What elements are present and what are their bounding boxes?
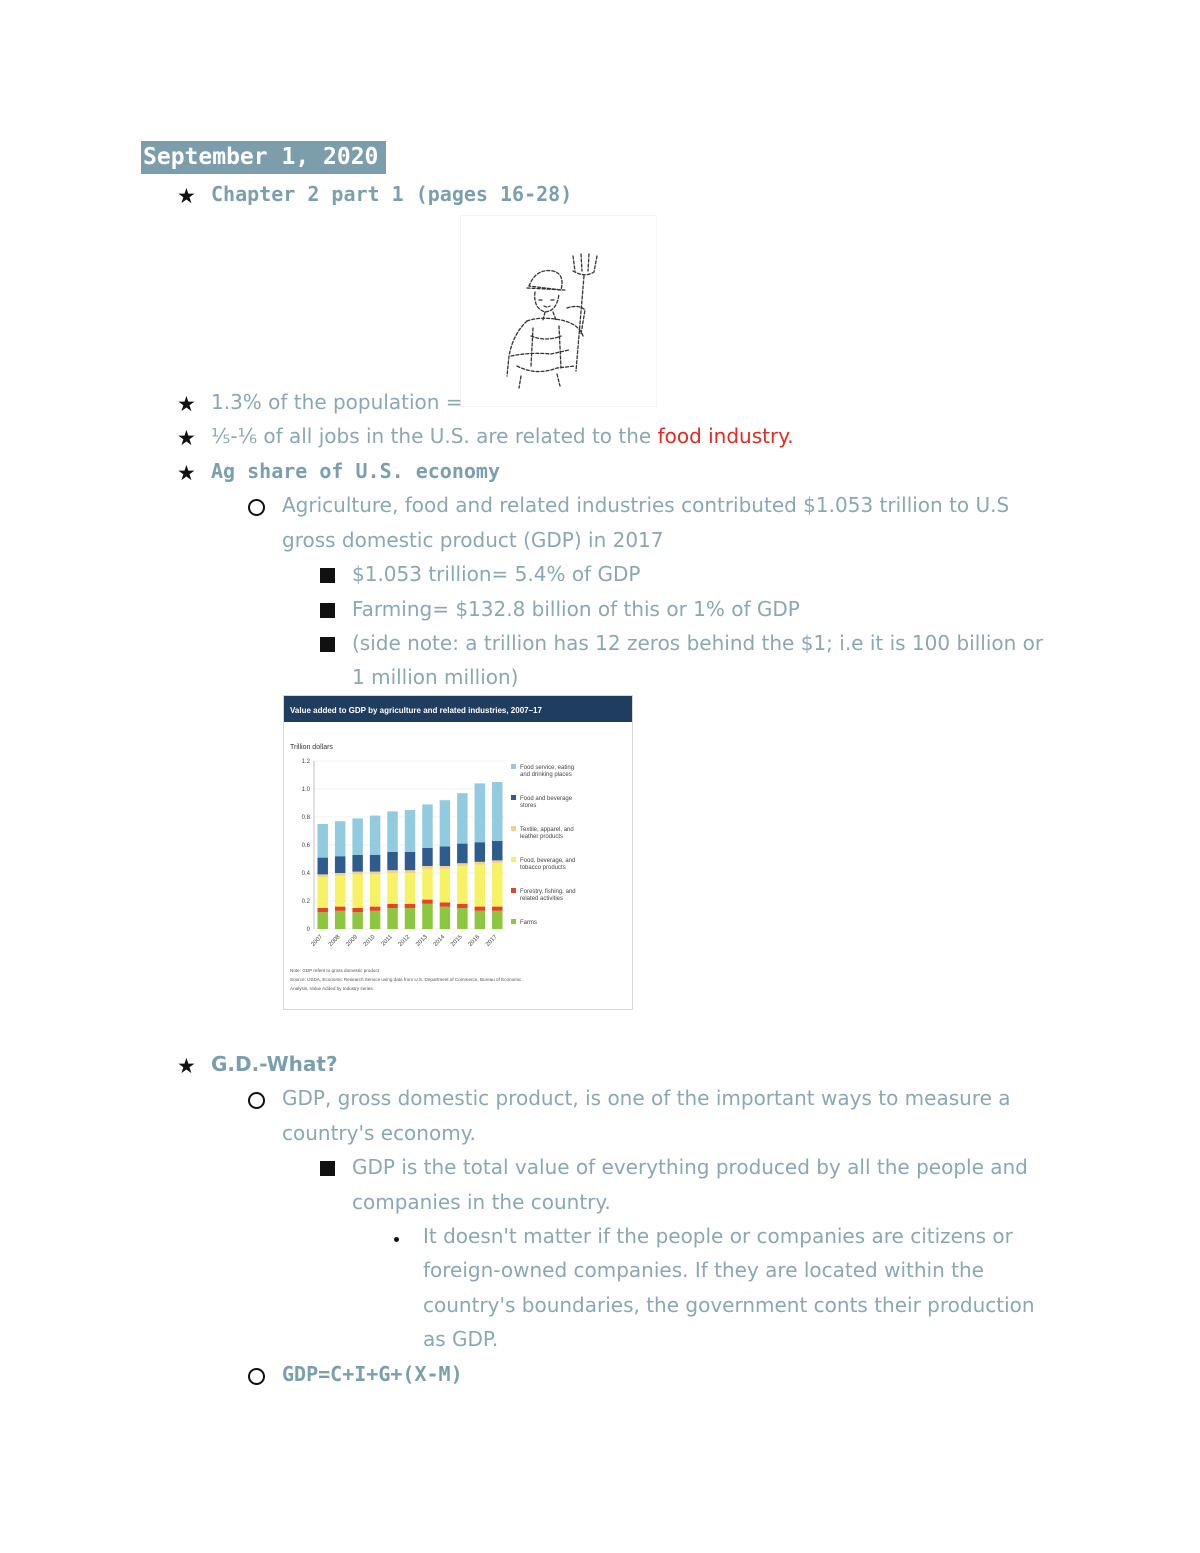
chart-bar-segment: [475, 907, 485, 911]
star-bullet-icon: ★: [177, 1054, 196, 1078]
chart-bar-segment: [405, 873, 415, 904]
chart-bar-segment: [457, 863, 467, 866]
chart-ytick-label: 0.8: [301, 815, 310, 821]
chart-bar-segment: [335, 821, 345, 856]
chart-bar-segment: [440, 800, 450, 846]
food-industry-highlight: food industry.: [657, 424, 794, 448]
chart-bar-segment: [370, 872, 380, 875]
chart-bar-segment: [317, 858, 327, 875]
chart-bar-segment: [352, 818, 362, 854]
chart-xtick-label: 2016: [467, 934, 482, 948]
chart-bar-segment: [422, 804, 432, 847]
chart-bar-segment: [317, 912, 327, 929]
chart-bar-segment: [387, 870, 397, 873]
chart-bar-segment: [405, 870, 415, 873]
ag-detail-line2: gross domestic product (GDP) in 2017: [282, 528, 664, 552]
chart-bar-segment: [370, 874, 380, 906]
jobs-text: ⅕-⅙ of all jobs in the U.S. are related to the: [211, 424, 658, 448]
chart-bar-segment: [475, 865, 485, 907]
chart-bar-segment: [475, 862, 485, 865]
chart-title: Value added to GDP by agriculture and related industries, 2007–17: [290, 706, 542, 715]
gdp-definition-line1: GDP, gross domestic product, is one of the important ways to measure a: [282, 1086, 1011, 1110]
farming-item: Farming= $132.8 billion of this or 1% of GDP: [352, 597, 800, 621]
chart-bar-segment: [475, 783, 485, 842]
chart-ytick-label: 0: [306, 927, 310, 933]
chart-bar-segment: [440, 846, 450, 866]
chart-bar-segment: [457, 904, 467, 908]
chart-bar-segment: [457, 844, 467, 864]
chart-bar-segment: [475, 842, 485, 862]
chart-bar-segment: [317, 908, 327, 912]
chart-bar-segment: [405, 852, 415, 870]
chart-legend-swatch: [511, 857, 516, 862]
gdp-definition-line2: country's economy.: [282, 1121, 477, 1145]
chart-xtick-label: 2015: [450, 934, 464, 948]
chart-xtick-label: 2010: [362, 934, 377, 948]
chart-ytick-label: 0.4: [301, 871, 310, 877]
gd-what-heading: G.D.-What?: [211, 1052, 338, 1076]
gdp-total-line1: GDP is the total value of everything produced by all the people and: [352, 1155, 1028, 1179]
gdp-chart-svg: [284, 696, 632, 1009]
chart-bar-segment: [352, 912, 362, 929]
chart-bar-segment: [387, 908, 397, 929]
chart-xtick-label: 2013: [415, 934, 429, 948]
citizenship-note-line4: as GDP.: [423, 1327, 499, 1351]
chart-bar-segment: [352, 872, 362, 875]
chart-legend-label: Food service, eating and drinking places: [520, 765, 575, 778]
chart-legend-swatch: [511, 826, 516, 831]
square-bullet-icon: [320, 568, 335, 583]
chart-bar-segment: [405, 908, 415, 929]
chart-legend-label: Food, beverage, and tobacco products: [520, 858, 576, 871]
side-note-line2: 1 million million): [352, 665, 519, 689]
gdp-bar-chart: [283, 695, 633, 1010]
jobs-item: [211, 419, 794, 454]
chart-bar-segment: [335, 907, 345, 911]
chart-bar-segment: [335, 873, 345, 876]
chart-bar-segment: [335, 876, 345, 907]
chart-ytick-label: 1.0: [301, 787, 310, 793]
chart-bar-segment: [492, 782, 502, 841]
chart-xtick-label: 2007: [310, 934, 325, 948]
chart-bar-segment: [317, 877, 327, 908]
citizenship-note-line1: It doesn't matter if the people or companies are citizens or: [423, 1224, 1013, 1248]
chart-bar-segment: [440, 866, 450, 869]
square-bullet-icon: [320, 637, 335, 652]
chart-bar-segment: [457, 793, 467, 843]
square-bullet-icon: [320, 1161, 335, 1176]
side-note-line1: (side note: a trillion has 12 zeros behind the $1; i.e it is 100 billion or: [352, 631, 1044, 655]
population-item: 1.3% of the population =: [211, 390, 463, 414]
gdp-formula: GDP=C+I+G+(X-M): [282, 1362, 463, 1386]
chart-ylabel: Trillion dollars: [290, 744, 333, 751]
citizenship-note-line3: country's boundaries, the government conts their production: [423, 1293, 1035, 1317]
hollow-circle-bullet-icon: [248, 1092, 265, 1109]
chart-bar-segment: [475, 911, 485, 929]
chart-bar-segment: [422, 904, 432, 929]
chart-bar-segment: [352, 874, 362, 908]
chart-note-line1: Note: GDP refers to gross domestic product: [290, 968, 380, 973]
star-bullet-icon: ★: [177, 461, 196, 485]
chart-ytick-label: 1.2: [301, 759, 310, 765]
star-bullet-icon: ★: [177, 426, 196, 450]
chart-note-line2: Source: USDA, Economic Research Service using data from U.S. Department of Commerce, Bureau of Economic: [290, 977, 522, 982]
hollow-circle-bullet-icon: [248, 499, 265, 516]
chart-bar-segment: [492, 841, 502, 861]
chart-ytick-label: 0.6: [301, 843, 310, 849]
chart-legend-swatch: [511, 795, 516, 800]
date-heading: September 1, 2020: [141, 141, 386, 174]
chart-legend-label: Farms: [520, 920, 537, 926]
chart-bar-segment: [440, 902, 450, 906]
chart-bar-segment: [387, 852, 397, 870]
chart-bar-segment: [370, 907, 380, 911]
chart-bar-segment: [370, 911, 380, 929]
chart-note-line3: Analysis, Value Added by Industry series.: [290, 986, 374, 991]
chart-bar-segment: [387, 873, 397, 904]
chart-legend-label: Forestry, fishing, and related activities: [520, 889, 576, 902]
hollow-circle-bullet-icon: [248, 1368, 265, 1385]
chart-bar-segment: [422, 848, 432, 866]
chart-bar-segment: [387, 811, 397, 852]
citizenship-note-line2: foreign-owned companies. If they are located within the: [423, 1258, 984, 1282]
chart-bar-segment: [335, 911, 345, 929]
gdp-total-line2: companies in the country.: [352, 1190, 611, 1214]
farmer-sketch-image: [460, 215, 657, 407]
chart-bar-segment: [317, 824, 327, 858]
ag-detail-line1: Agriculture, food and related industries contributed $1.053 trillion to U.S: [282, 493, 1010, 517]
chart-bar-segment: [422, 866, 432, 869]
chart-bar-segment: [405, 810, 415, 852]
square-bullet-icon: [320, 603, 335, 618]
chart-bar-segment: [440, 907, 450, 929]
chart-xtick-label: 2012: [397, 934, 412, 948]
chart-bar-segment: [422, 900, 432, 904]
chart-bar-segment: [457, 866, 467, 904]
star-bullet-icon: ★: [177, 184, 196, 208]
chart-legend-swatch: [511, 764, 516, 769]
chart-xtick-label: 2011: [380, 934, 394, 948]
gdp-share-item: $1.053 trillion= 5.4% of GDP: [352, 562, 641, 586]
chapter-heading: Chapter 2 part 1 (pages 16-28): [211, 182, 573, 206]
chart-legend-swatch: [511, 888, 516, 893]
dot-bullet-icon: [394, 1237, 399, 1242]
chart-legend-swatch: [511, 919, 516, 924]
chart-bar-segment: [335, 856, 345, 873]
chart-xtick-label: 2008: [327, 934, 342, 948]
chart-bar-segment: [457, 908, 467, 929]
chart-bar-segment: [492, 860, 502, 863]
chart-bar-segment: [317, 874, 327, 877]
chart-bar-segment: [352, 908, 362, 912]
chart-bar-segment: [422, 869, 432, 900]
chart-bar-segment: [492, 907, 502, 911]
chart-bar-segment: [370, 855, 380, 872]
chart-bar-segment: [492, 911, 502, 929]
chart-bar-segment: [440, 869, 450, 903]
chart-xtick-label: 2017: [484, 934, 499, 948]
chart-bar-segment: [492, 863, 502, 906]
chart-bar-segment: [352, 855, 362, 872]
chart-legend-label: Food and beverage stores: [520, 796, 573, 809]
star-bullet-icon: ★: [177, 392, 196, 416]
chart-xtick-label: 2009: [345, 934, 360, 948]
ag-share-heading: Ag share of U.S. economy: [211, 459, 500, 483]
chart-ytick-label: 0.2: [301, 899, 310, 905]
chart-xtick-label: 2014: [432, 934, 447, 948]
chart-bar-segment: [370, 816, 380, 855]
chart-bar-segment: [387, 904, 397, 908]
chart-bar-segment: [405, 904, 415, 908]
chart-legend-label: Textile, apparel, and leather products: [520, 827, 574, 840]
